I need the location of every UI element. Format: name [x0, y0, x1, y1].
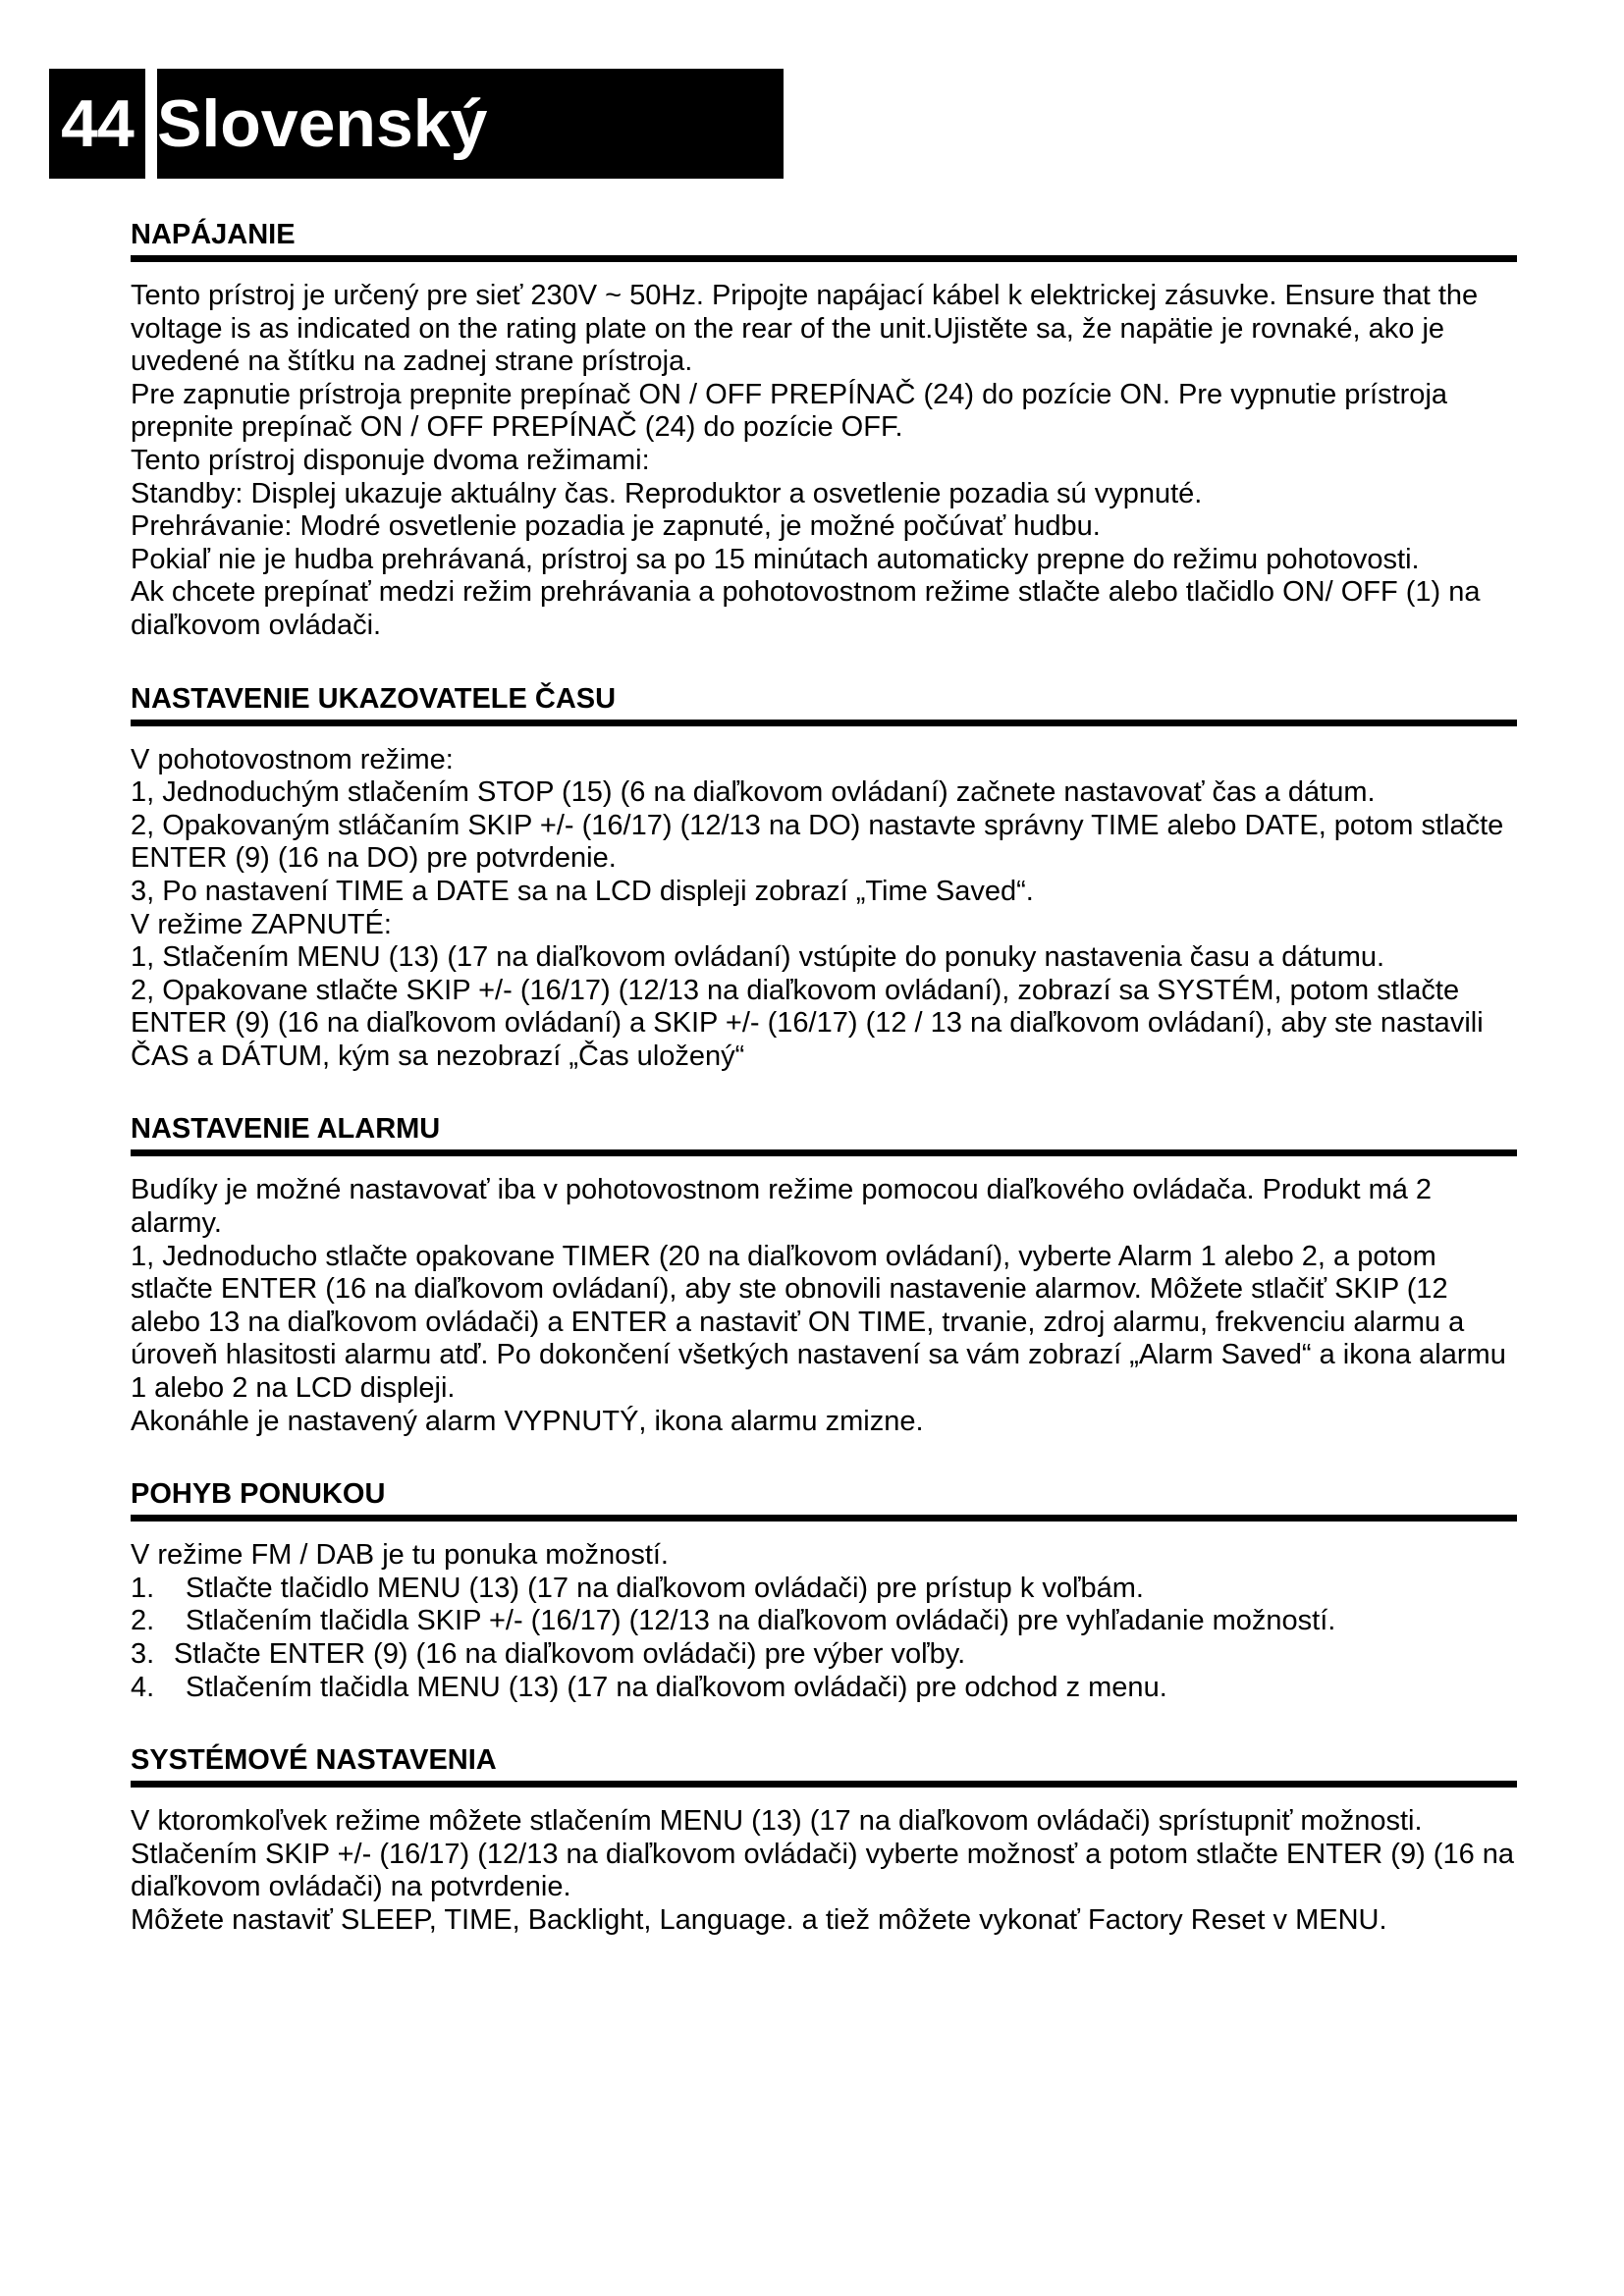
paragraph: Prehrávanie: Modré osvetlenie pozadia je zapnuté, je možné počúvať hudbu. [131, 510, 1101, 543]
paragraph: V ktoromkoľvek režime môžete stlačením MENU (13) (17 na diaľkovom ovládači) sprístupniť možnosti. Stlačením SKIP +/- (16/17) (12/13 na diaľkovom ovládači) vyberte možnosť a potom stlačte ENTER (9) (16 na diaľkovom ovládači) na potvrdenie. [131, 1805, 1515, 1903]
page-number: 44 [49, 69, 145, 179]
page-header [49, 69, 784, 179]
list-item [131, 1573, 1517, 1606]
section-title: NAPÁJANIE [131, 218, 1517, 262]
list-number: 3. [131, 1638, 155, 1670]
paragraph: Pre zapnutie prístroja prepnite prepínač ON / OFF PREPÍNAČ (24) do pozície ON. Pre vypnutie prístroja prepnite prepínač ON / OFF PREPÍNAČ (24) do pozície OFF. [131, 378, 1448, 444]
section-title: NASTAVENIE ALARMU [131, 1112, 1517, 1156]
paragraph: 3, Po nastavení TIME a DATE sa na LCD displeji zobrazí „Time Saved“. [131, 875, 1034, 907]
page-content [131, 218, 1517, 1977]
paragraph: V režime FM / DAB je tu ponuka možností. [131, 1539, 669, 1572]
paragraph: 1, Stlačením MENU (13) (17 na diaľkovom ovládaní) vstúpite do ponuky nastavenia času a dátumu. [131, 941, 1385, 974]
paragraph: V pohotovostnom režime: [131, 743, 454, 775]
paragraph: Tento prístroj je určený pre sieť 230V ~ 50Hz. Pripojte napájací kábel k elektrickej zásuvke. Ensure that the voltage is as indicated on the rating plate on the rear of the unit.Ujistěte sa, že napätie je rovnaké, ako je uvedené na štítku na zadnej strane prístroja. [131, 280, 1479, 378]
list-number: 2. [131, 1605, 155, 1637]
paragraph: Pokiaľ nie je hudba prehrávaná, prístroj sa po 15 minútach automaticky prepne do režimu pohotovosti. [131, 543, 1420, 575]
paragraph: V režime ZAPNUTÉ: [131, 908, 392, 940]
section-title: NASTAVENIE UKAZOVATELE ČASU [131, 682, 1517, 726]
paragraph: 2, Opakovaným stláčaním SKIP +/- (16/17) (12/13 na DO) nastavte správny TIME alebo DATE, potom stlačte ENTER (9) (16 na DO) pre potvrdenie. [131, 809, 1504, 875]
paragraph: Môžete nastaviť SLEEP, TIME, Backlight, Language. a tiež môžete vykonať Factory Reset v MENU. [131, 1903, 1387, 1936]
list-item [131, 1672, 1517, 1705]
section-time [131, 682, 1517, 1074]
section-menu [131, 1477, 1517, 1704]
list-text: Stlačením tlačidla SKIP +/- (16/17) (12/13 na diaľkovom ovládači) pre vyhľadanie možností. [186, 1605, 1336, 1637]
section-power [131, 218, 1517, 643]
paragraph: 1, Jednoduchým stlačením STOP (15) (6 na diaľkovom ovládaní) začnete nastavovať čas a dátum. [131, 776, 1376, 809]
list-text: Stlačte tlačidlo MENU (13) (17 na diaľkovom ovládači) pre prístup k voľbám. [186, 1572, 1144, 1604]
paragraph: Ak chcete prepínať medzi režim prehrávania a pohotovostnom režime stlačte alebo tlačidlo ON/ OFF (1) na diaľkovom ovládači. [131, 576, 1481, 641]
list-item [131, 1605, 1517, 1638]
list-text: Stlačte ENTER (9) (16 na diaľkovom ovládači) pre výber voľby. [174, 1638, 966, 1670]
paragraph: Standby: Displej ukazuje aktuálny čas. Reproduktor a osvetlenie pozadia sú vypnuté. [131, 477, 1203, 509]
list-number: 4. [131, 1671, 155, 1703]
paragraph: Budíky je možné nastavovať iba v pohotovostnom režime pomocou diaľkového ovládača. Produkt má 2 alarmy. [131, 1174, 1433, 1240]
paragraph: 2, Opakovane stlačte SKIP +/- (16/17) (12/13 na diaľkovom ovládaní), zobrazí sa SYSTÉM, potom stlačte ENTER (9) (16 na diaľkovom ovládaní) a SKIP +/- (16/17) (12 / 13 na diaľkovom ovládaní), aby ste nastavili ČAS a DÁTUM, kým sa nezobrazí „Čas uložený“ [131, 974, 1484, 1072]
section-alarm [131, 1112, 1517, 1438]
list-item [131, 1638, 1517, 1672]
section-title: POHYB PONUKOU [131, 1477, 1517, 1522]
numbered-list [131, 1573, 1517, 1704]
paragraph: 1, Jednoducho stlačte opakovane TIMER (20 na diaľkovom ovládaní), vyberte Alarm 1 alebo 2, a potom stlačte ENTER (16 na diaľkovom ovládaní), aby ste obnovili nastavenie alarmov. Môžete stlačiť SKIP (12 alebo 13 na diaľkovom ovládači) a ENTER a nastaviť ON TIME, trvanie, zdroj alarmu, frekvenciu alarmu a úroveň hlasitosti alarmu atď. Po dokončení všetkých nastavení sa vám zobrazí „Alarm Saved“ a ikona alarmu 1 alebo 2 na LCD displeji. [131, 1240, 1506, 1405]
section-title: SYSTÉMOVÉ NASTAVENIA [131, 1743, 1517, 1788]
language-title: Slovenský [157, 69, 784, 179]
section-system [131, 1743, 1517, 1937]
paragraph: Akonáhle je nastavený alarm VYPNUTÝ, ikona alarmu zmizne. [131, 1405, 924, 1437]
header-gap [145, 69, 157, 179]
list-number: 1. [131, 1572, 155, 1604]
paragraph: Tento prístroj disponuje dvoma režimami: [131, 444, 650, 476]
list-text: Stlačením tlačidla MENU (13) (17 na diaľkovom ovládači) pre odchod z menu. [186, 1671, 1167, 1703]
